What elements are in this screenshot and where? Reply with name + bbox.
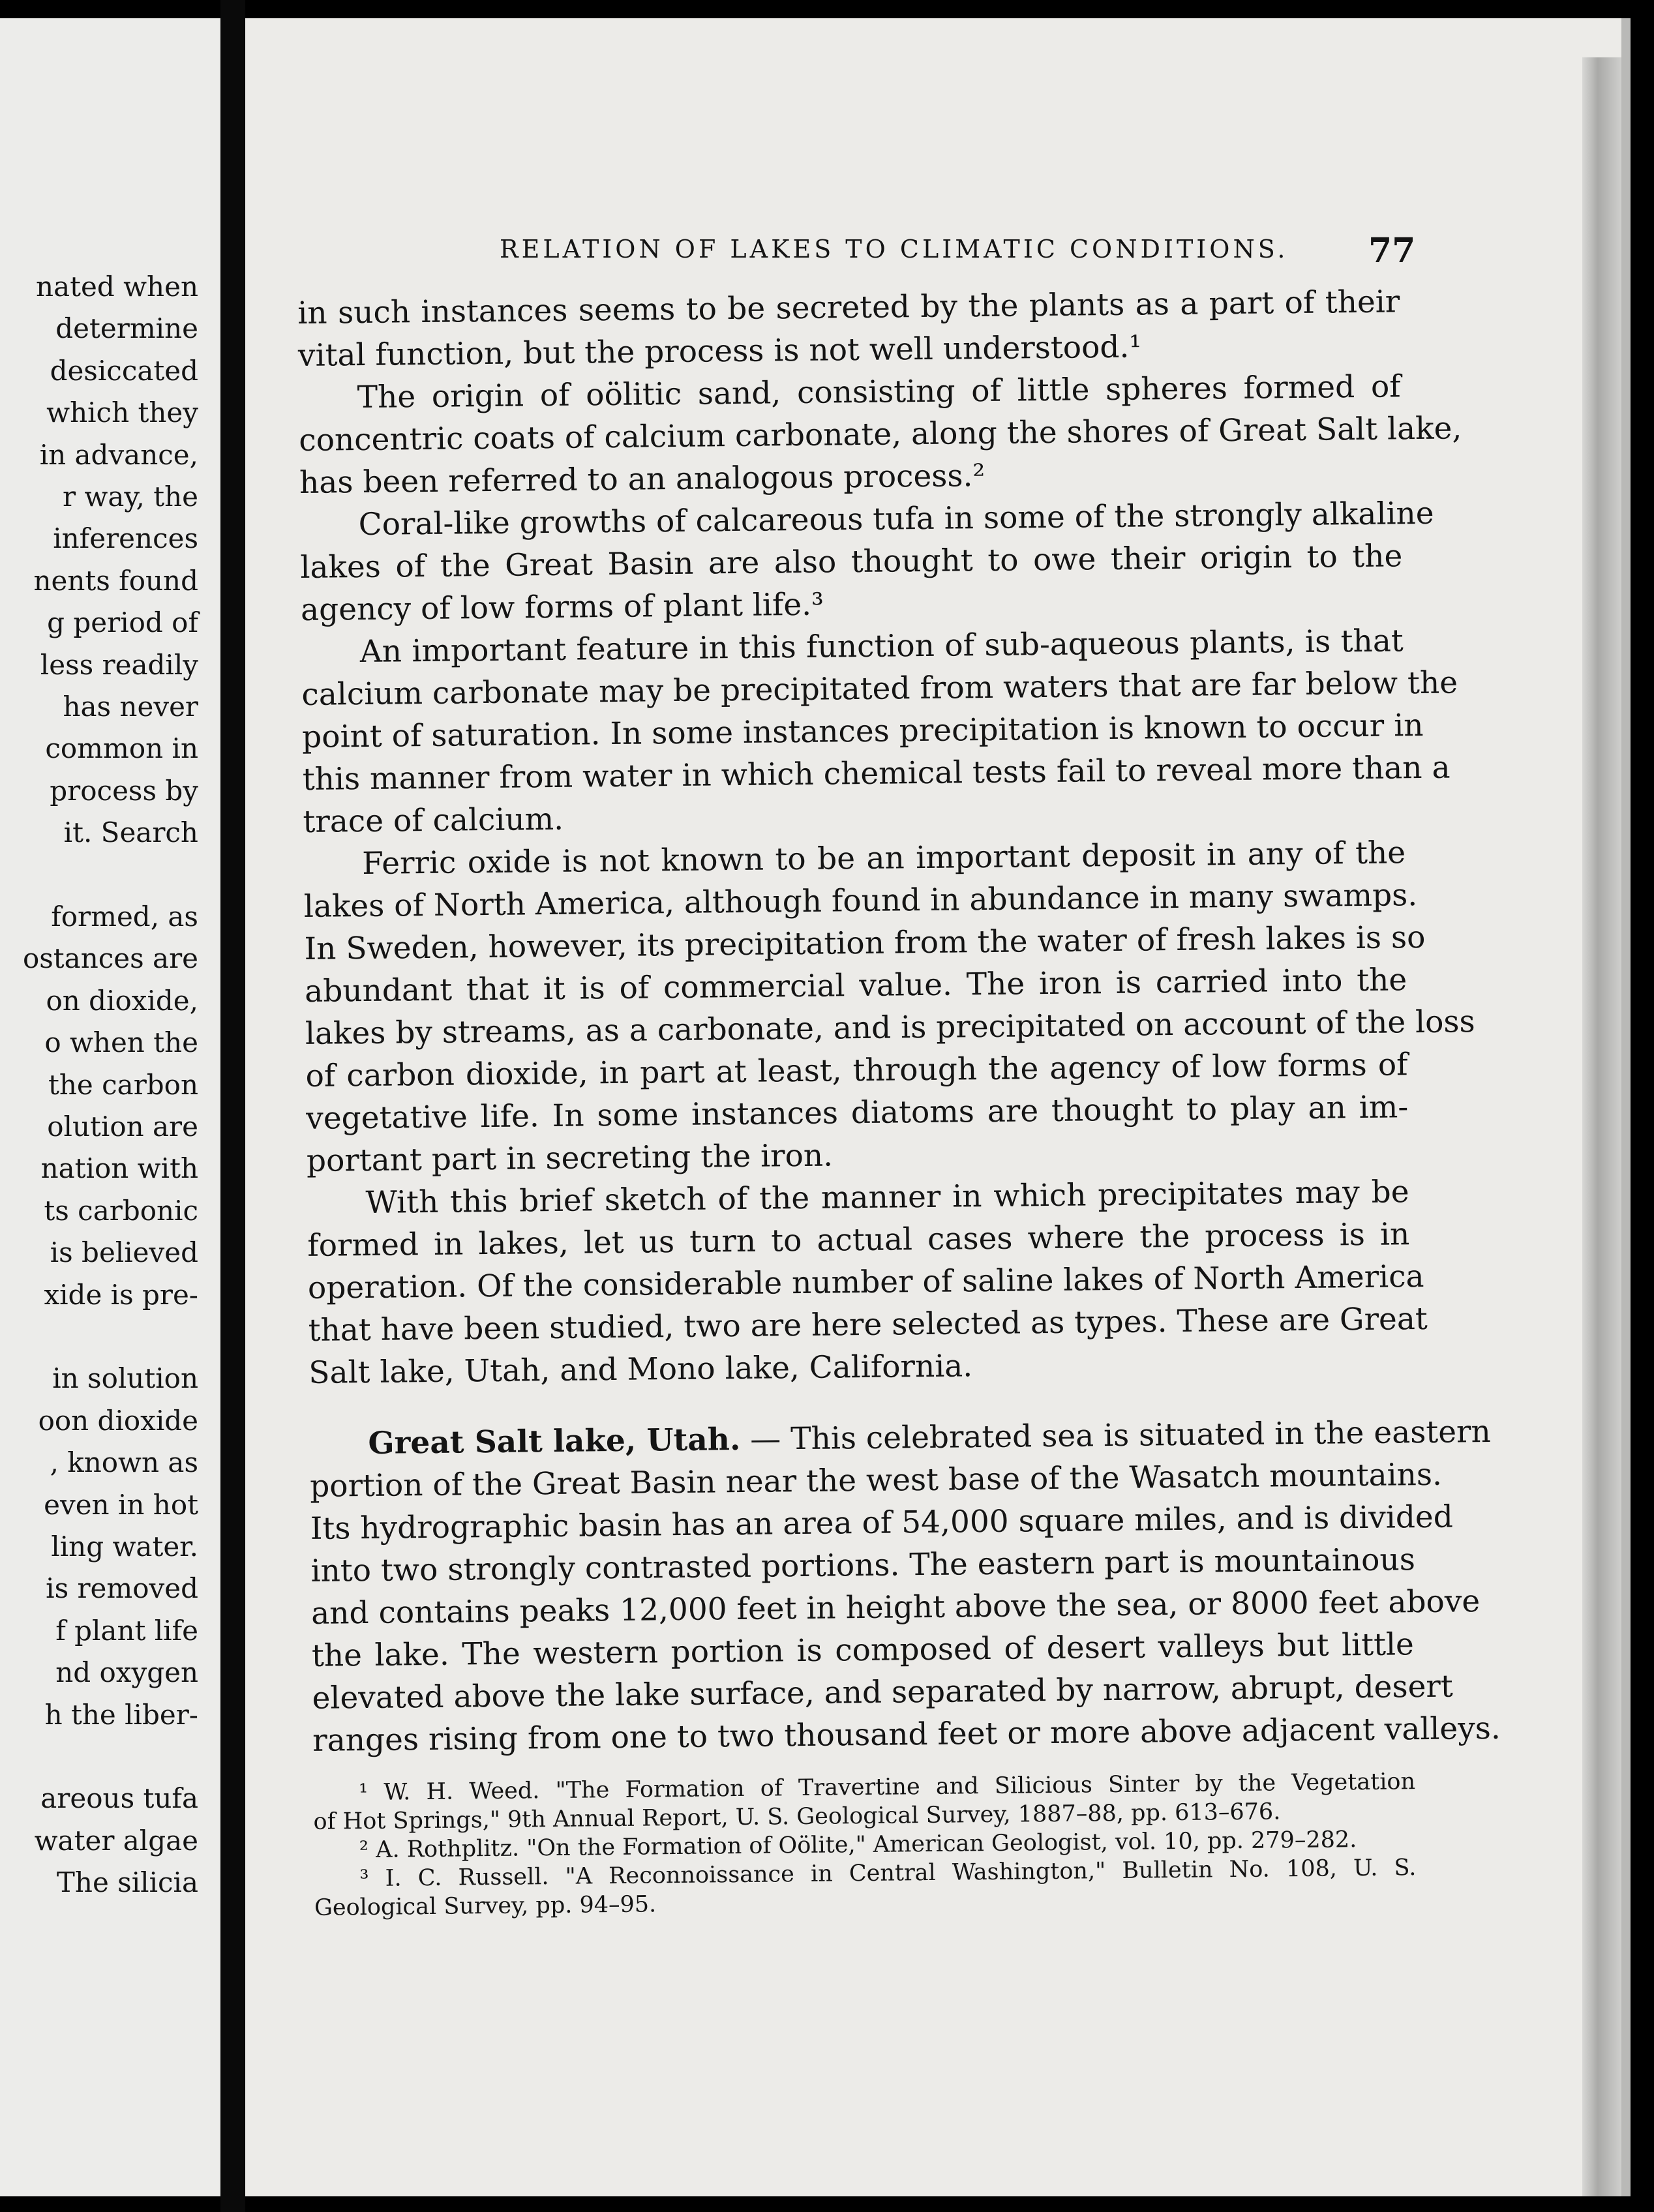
- footnote-line: ³ I. C. Russell. "A Reconnoissance in Central Washington," Bulletin No. 108, U. S.: [359, 1855, 1417, 1892]
- section-first-line-text: — This celebrated sea is situated in the eastern: [749, 1413, 1492, 1457]
- text-line: agency of low forms of plant life.³: [300, 586, 824, 628]
- paragraph: [297, 280, 1400, 377]
- text-line: In Sweden, however, its precipitation from the water of fresh lakes is so: [304, 919, 1426, 967]
- text-line: abundant that it is of commercial value. The iron is carried into the: [304, 962, 1407, 1009]
- text-line: The origin of oölitic sand, consisting of little spheres formed of: [357, 368, 1401, 416]
- left-page-fragment-line: formed, as: [51, 901, 198, 933]
- left-page-fragment-line: inferences: [53, 522, 198, 555]
- text-line: formed in lakes, let us turn to actual cases where the process is in: [307, 1216, 1410, 1264]
- footnote-line: Geological Survey, pp. 94–95.: [314, 1891, 657, 1921]
- body-text: [297, 280, 1501, 1922]
- section-heading: Great Salt lake, Utah.: [368, 1421, 741, 1461]
- paragraph: [301, 620, 1458, 843]
- text-line: portant part in secreting the iron.: [306, 1137, 834, 1179]
- left-page-fragment-line: oon dioxide: [38, 1404, 198, 1437]
- text-line: point of saturation. In some instances precipitation is known to occur in: [301, 707, 1424, 755]
- text-line: Ferric oxide is not known to be an important deposit in any of the: [361, 835, 1406, 882]
- book-gutter: [220, 0, 245, 2212]
- left-page-fragment-line: xide is pre-: [44, 1278, 198, 1311]
- paragraph: [298, 365, 1462, 504]
- running-head: RELATION OF LAKES TO CLIMATIC CONDITIONS.: [500, 235, 1289, 263]
- text-line: vegetative life. In some instances diatoms are thought to play an im-: [305, 1089, 1409, 1137]
- text-line: An important feature in this function of sub-aqueous plants, is that: [359, 623, 1404, 670]
- left-page-fragment-line: common in: [45, 732, 198, 765]
- left-page-fragment-line: has never: [63, 691, 198, 723]
- left-page-fragment-line: f plant life: [55, 1614, 198, 1647]
- section-great-salt-lake: [309, 1411, 1501, 1762]
- left-page-fragment-line: in solution: [52, 1362, 198, 1395]
- left-page-fragment-line: r way, the: [62, 481, 198, 513]
- left-page-fragment-line: g period of: [47, 606, 198, 639]
- left-page-fragment-line: is believed: [50, 1236, 198, 1269]
- left-page-fragment-line: nated when: [36, 271, 198, 303]
- left-page-fragment-line: it. Search: [63, 816, 198, 849]
- left-page-fragment-line: The silicia: [56, 1866, 198, 1899]
- text-line: With this brief sketch of the manner in which precipitates may be: [365, 1174, 1409, 1221]
- text-line: Coral-like growths of calcareous tufa in some of the strongly alkaline: [358, 495, 1434, 543]
- text-line: of carbon dioxide, in part at least, through the agency of low forms of: [305, 1047, 1408, 1094]
- text-line: lakes of North America, although found in abundance in many swamps.: [303, 877, 1418, 925]
- left-page-fragment-line: process by: [50, 774, 198, 807]
- paragraph: [299, 492, 1434, 631]
- left-page-fragment-line: water algae: [34, 1824, 198, 1857]
- section-lines: [309, 1454, 1501, 1762]
- footnote: [314, 1853, 1417, 1922]
- text-line: has been referred to an analogous process.²: [299, 457, 985, 501]
- paragraph: [307, 1171, 1428, 1394]
- left-page-fragment-line: the carbon: [48, 1068, 198, 1101]
- text-line: this manner from water in which chemical tests fail to reveal more than a: [302, 749, 1451, 798]
- text-line: portion of the Great Basin near the west base of the Wasatch mountains.: [309, 1456, 1443, 1504]
- text-line: lakes of the Great Basin are also thought to owe their origin to the: [300, 538, 1403, 586]
- left-page-fragment-line: on dioxide,: [46, 984, 198, 1017]
- text-line: the lake. The western portion is composed of desert valleys but little: [311, 1626, 1415, 1674]
- footnote-line: of Hot Springs," 9th Annual Report, U. S. Geological Survey, 1887–88, pp. 613–676.: [313, 1799, 1281, 1835]
- paragraph: [303, 831, 1475, 1182]
- left-page-fragment-line: olution are: [47, 1111, 198, 1143]
- text-line: operation. Of the considerable number of saline lakes of North America: [307, 1258, 1424, 1306]
- footnote-line: ¹ W. H. Weed. "The Formation of Travertine and Silicious Sinter by the Vegetation: [358, 1769, 1416, 1806]
- left-page-fragment-line: less readily: [40, 648, 198, 681]
- left-page-fragment-line: areous tufa: [40, 1782, 198, 1815]
- text-line: Salt lake, Utah, and Mono lake, California.: [308, 1348, 973, 1391]
- text-line: trace of calcium.: [303, 801, 564, 840]
- left-page-fragment-line: nents found: [33, 564, 198, 597]
- left-page-fragment-line: is removed: [46, 1572, 198, 1605]
- text-line: concentric coats of calcium carbonate, along the shores of Great Salt lake,: [299, 410, 1462, 458]
- left-page-fragment-line: ling water.: [51, 1531, 198, 1562]
- left-page-fragment-line: desiccated: [50, 354, 198, 387]
- text-line: elevated above the lake surface, and separated by narrow, abrupt, desert: [312, 1668, 1454, 1716]
- left-page-fragment-line: determine: [55, 312, 198, 345]
- left-page-fragment-line: ts carbonic: [44, 1194, 198, 1227]
- text-line: and contains peaks 12,000 feet in height above the sea, or 8000 feet above: [310, 1583, 1481, 1632]
- left-page-fragment-line: in advance,: [39, 438, 198, 471]
- left-page-fragment-line: o when the: [44, 1026, 198, 1059]
- text-line: lakes by streams, as a carbonate, and is precipitated on account of the loss: [305, 1004, 1475, 1052]
- left-page-fragment-line: nd oxygen: [55, 1656, 198, 1689]
- text-line: Its hydrographic basin has an area of 54,000 square miles, and is divided: [310, 1499, 1454, 1547]
- right-page: [245, 18, 1631, 2196]
- left-page-fragment-line: h the liber-: [44, 1698, 198, 1731]
- left-page-fragment: [0, 18, 224, 2196]
- left-page-fragment-line: , known as: [50, 1446, 198, 1479]
- text-line: in such instances seems to be secreted by the plants as a part of their: [297, 284, 1400, 331]
- left-page-fragment-line: ostances are: [22, 942, 198, 975]
- text-line: that have been studied, two are here selected as types. These are Great: [308, 1300, 1428, 1349]
- left-page-fragment-line: even in hot: [44, 1488, 198, 1521]
- text-line: calcium carbonate may be precipitated from waters that are far below the: [301, 665, 1458, 713]
- left-page-fragment-line: nation with: [40, 1152, 198, 1185]
- page-edge: [1582, 57, 1621, 2196]
- text-line: into two strongly contrasted portions. The eastern part is mountainous: [310, 1542, 1416, 1589]
- page-number: 77: [1368, 231, 1416, 271]
- text-line: ranges rising from one to two thousand feet or more above adjacent valleys.: [312, 1710, 1501, 1759]
- footnote-line: ² A. Rothplitz. "On the Formation of Oölite," American Geologist, vol. 10, pp. 279–282.: [359, 1827, 1357, 1864]
- text-line: vital function, but the process is not well understood.¹: [297, 329, 1142, 374]
- left-page-fragment-line: which they: [46, 396, 198, 429]
- paragraphs: [297, 280, 1475, 1394]
- footnotes: [313, 1767, 1417, 1922]
